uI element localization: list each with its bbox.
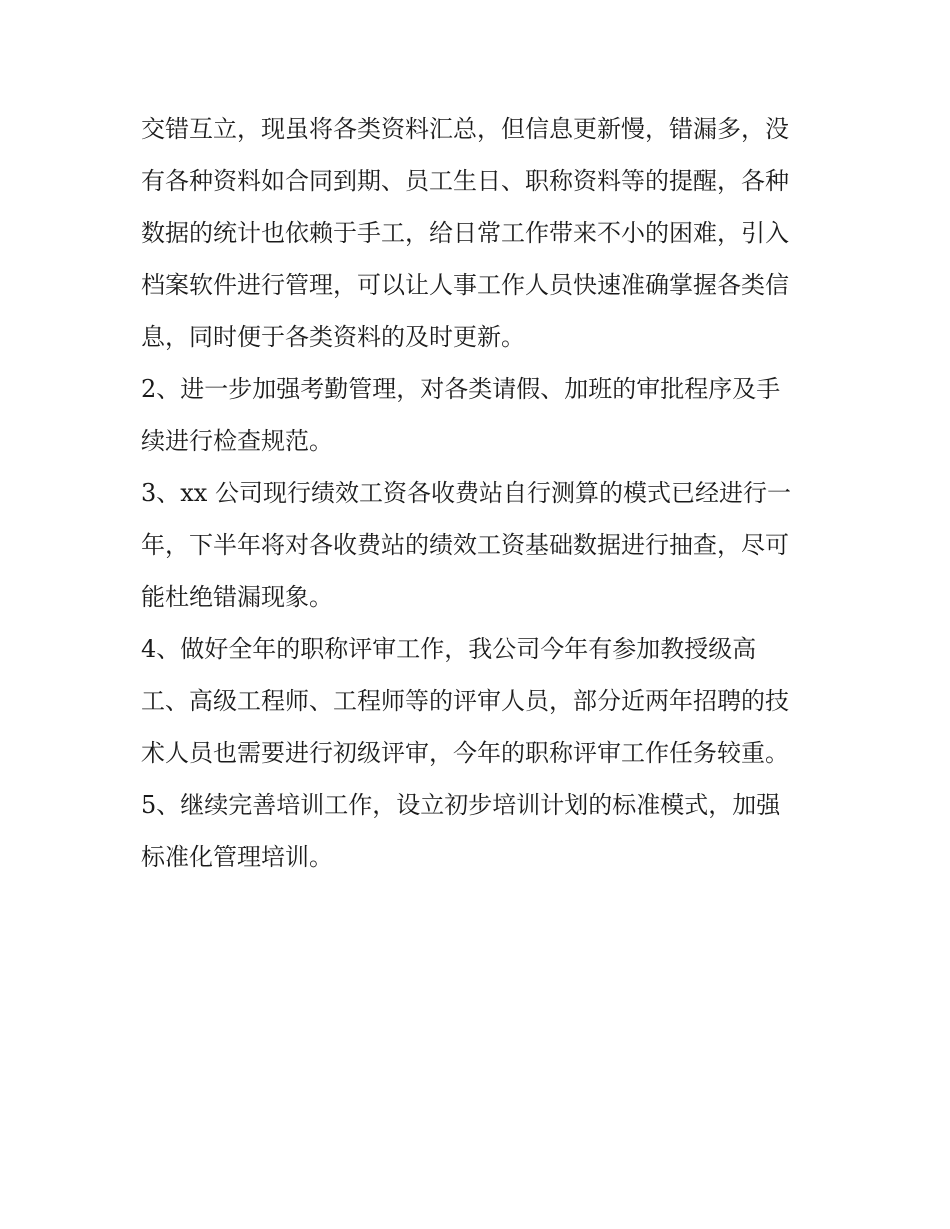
text-line: 续进行检查规范。 — [141, 427, 333, 455]
paragraph-1 — [141, 103, 813, 363]
text-line: 2、进一步加强考勤管理，对各类请假、加班的审批程序及手 — [141, 375, 781, 403]
text-line: 标准化管理培训。 — [141, 843, 333, 871]
text-line: 5、继续完善培训工作，设立初步培训计划的标准模式，加强 — [141, 791, 781, 819]
text-line: 术人员也需要进行初级评审，今年的职称评审工作任务较重。 — [141, 739, 789, 767]
paragraph-5 — [141, 779, 813, 883]
document-body — [141, 103, 813, 883]
text-line: 4、做好全年的职称评审工作，我公司今年有参加教授级高 — [141, 635, 757, 663]
text-line: 年，下半年将对各收费站的绩效工资基础数据进行抽查，尽可 — [141, 531, 789, 559]
text-line: 3、xx 公司现行绩效工资各收费站自行测算的模式已经进行一 — [141, 479, 791, 507]
text-line: 息，同时便于各类资料的及时更新。 — [141, 323, 525, 351]
text-line: 能杜绝错漏现象。 — [141, 583, 333, 611]
text-line: 交错互立，现虽将各类资料汇总，但信息更新慢，错漏多，没 — [141, 115, 789, 143]
paragraph-2 — [141, 363, 813, 467]
text-line: 工、高级工程师、工程师等的评审人员，部分近两年招聘的技 — [141, 687, 789, 715]
paragraph-3 — [141, 467, 813, 623]
text-line: 数据的统计也依赖于手工，给日常工作带来不小的困难，引入 — [141, 219, 789, 247]
paragraph-4 — [141, 623, 813, 779]
text-line: 档案软件进行管理，可以让人事工作人员快速准确掌握各类信 — [141, 271, 789, 299]
text-line: 有各种资料如合同到期、员工生日、职称资料等的提醒，各种 — [141, 167, 789, 195]
